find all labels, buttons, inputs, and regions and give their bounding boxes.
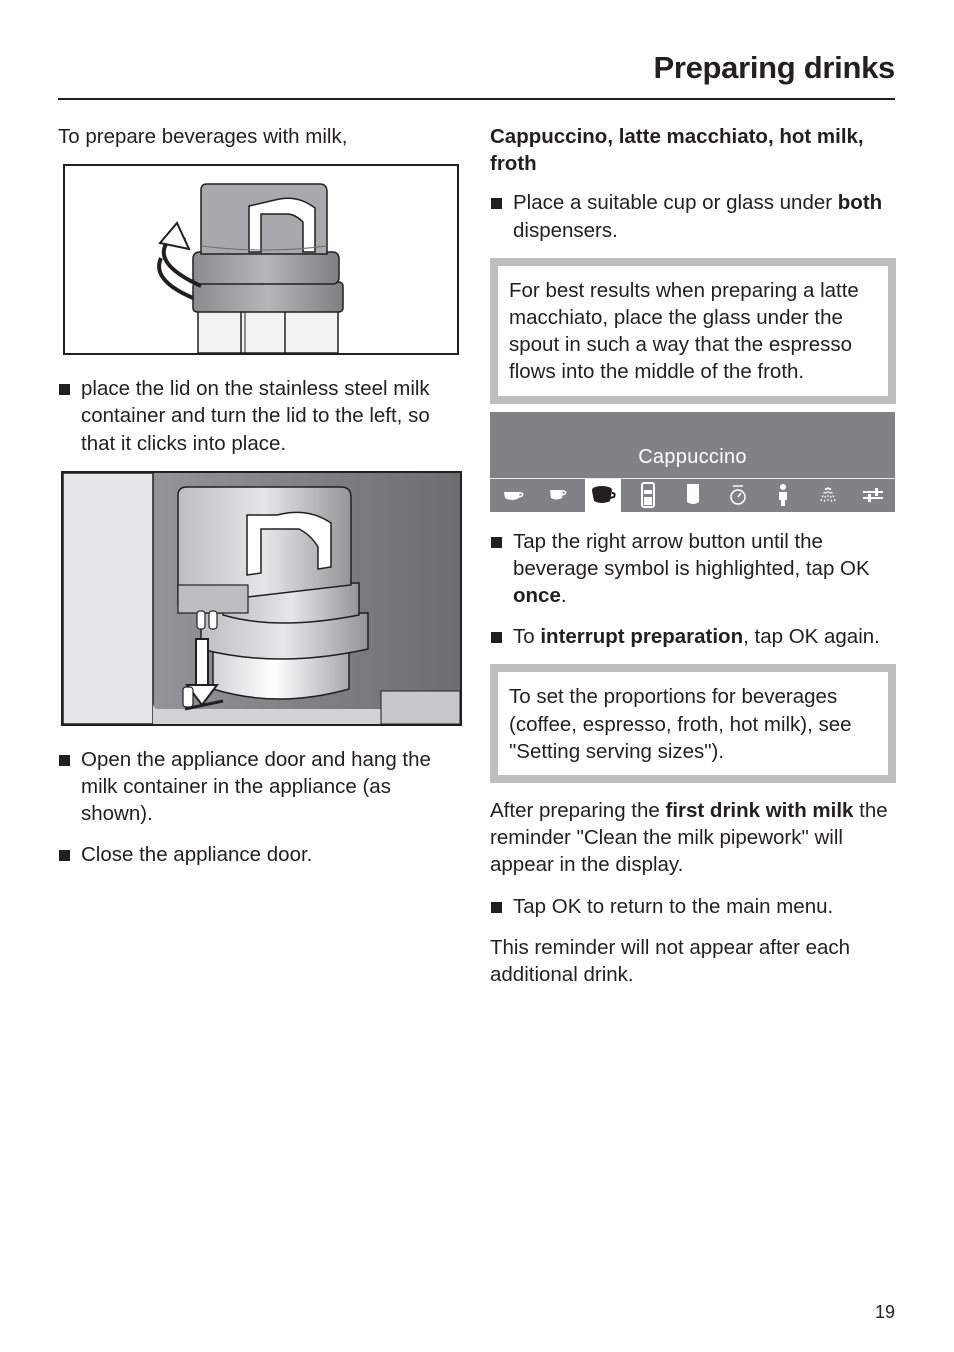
list-item: To interrupt preparation, tap OK again. bbox=[490, 623, 896, 650]
right-column bbox=[490, 123, 896, 1002]
settings-sliders-icon[interactable] bbox=[855, 479, 891, 512]
display-title: Cappuccino bbox=[638, 445, 747, 468]
bullet-square-icon bbox=[59, 850, 70, 861]
cappuccino-icon[interactable] bbox=[585, 479, 621, 512]
bullet-square-icon bbox=[59, 384, 70, 395]
bullet-square-icon bbox=[491, 537, 502, 548]
bullet-square-icon bbox=[491, 198, 502, 209]
espresso-cup-icon[interactable] bbox=[540, 479, 576, 512]
list-item: Open the appliance door and hang the milk container in the appliance (as shown). bbox=[58, 746, 462, 828]
header-rule bbox=[58, 98, 895, 100]
list-item: Tap OK to return to the main menu. bbox=[490, 893, 896, 920]
list-item: Close the appliance door. bbox=[58, 841, 462, 868]
bullet-square-icon bbox=[491, 632, 502, 643]
coffee-cup-icon[interactable] bbox=[495, 479, 531, 512]
latte-glass-icon[interactable] bbox=[630, 479, 666, 512]
bullet-square-icon bbox=[491, 902, 502, 913]
container-hang-illustration bbox=[61, 471, 462, 726]
tip-note: For best results when preparing a latte macchiato, place the glass under the spout in such a way that the espresso flows into the middle of the froth. bbox=[490, 258, 896, 404]
list-item: Place a suitable cup or glass under both dispensers. bbox=[490, 189, 896, 243]
bullet-square-icon bbox=[59, 755, 70, 766]
page-number: 19 bbox=[874, 1302, 895, 1322]
reminder-text: After preparing the first drink with milk the reminder "Clean the milk pipework" will appear in the display. bbox=[490, 799, 888, 877]
steam-icon[interactable] bbox=[810, 479, 846, 512]
list-item: Tap the right arrow button until the beverage symbol is highlighted, tap OK once. bbox=[490, 528, 896, 610]
left-column bbox=[58, 123, 462, 883]
page-title: Preparing drinks bbox=[653, 50, 895, 85]
milk-jug-icon[interactable] bbox=[675, 479, 711, 512]
display-panel bbox=[490, 412, 895, 512]
final-text: This reminder will not appear after each additional drink. bbox=[490, 935, 851, 987]
list-item: place the lid on the stainless steel milk container and turn the lid to the left, so that it clicks into place. bbox=[58, 375, 462, 457]
section-heading: Cappuccino, latte macchiato, hot milk, froth bbox=[490, 125, 864, 176]
info-note: To set the proportions for beverages (coffee, espresso, froth, hot milk), see "Setting serving sizes"). bbox=[490, 664, 896, 783]
lid-turn-illustration bbox=[63, 164, 459, 355]
intro-text: To prepare beverages with milk, bbox=[58, 125, 348, 148]
beverage-icon-row bbox=[490, 478, 895, 512]
timer-icon[interactable] bbox=[720, 479, 756, 512]
person-icon[interactable] bbox=[765, 479, 801, 512]
